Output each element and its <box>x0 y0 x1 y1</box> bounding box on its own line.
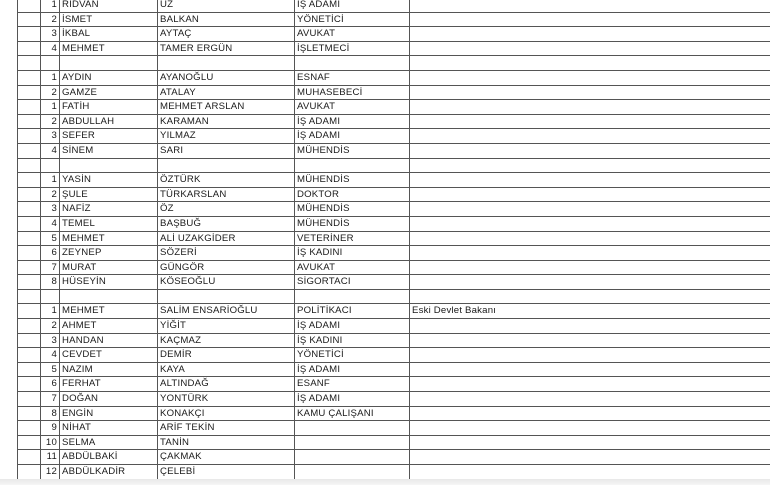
first-name-cell[interactable]: ZEYNEP <box>60 246 158 261</box>
last-name-cell[interactable]: ÇELEBİ <box>158 465 295 480</box>
bottom-edge <box>0 479 770 485</box>
row-number-cell[interactable]: 4 <box>41 41 60 56</box>
occupation-cell[interactable] <box>295 421 410 436</box>
row-number-cell[interactable]: 4 <box>41 143 60 158</box>
occupation-cell[interactable] <box>295 289 410 304</box>
note-cell[interactable] <box>410 435 770 450</box>
table-row <box>18 85 770 100</box>
last-name-cell[interactable]: SÖZERİ <box>158 246 295 261</box>
first-name-cell[interactable]: AYDIN <box>60 70 158 85</box>
first-name-cell[interactable]: FERHAT <box>60 377 158 392</box>
occupation-cell[interactable]: İŞLETMECİ <box>295 41 410 56</box>
note-cell[interactable] <box>410 202 770 217</box>
margin-cell <box>18 377 41 392</box>
table-row <box>18 173 770 188</box>
margin-cell <box>18 41 41 56</box>
last-name-cell[interactable]: ATALAY <box>158 85 295 100</box>
occupation-cell[interactable]: AVUKAT <box>295 27 410 42</box>
occupation-cell[interactable]: MÜHENDİS <box>295 202 410 217</box>
margin-cell <box>18 187 41 202</box>
row-number-cell[interactable]: 5 <box>41 231 60 246</box>
last-name-cell[interactable]: ÖZ <box>158 202 295 217</box>
first-name-cell[interactable]: SELMA <box>60 435 158 450</box>
note-cell[interactable] <box>410 406 770 421</box>
occupation-cell[interactable]: VETERİNER <box>295 231 410 246</box>
margin-cell <box>18 406 41 421</box>
row-number-cell[interactable]: 2 <box>41 85 60 100</box>
note-cell[interactable] <box>410 450 770 465</box>
note-cell[interactable] <box>410 158 770 173</box>
margin-cell <box>18 129 41 144</box>
row-number-cell[interactable] <box>41 158 60 173</box>
margin-cell <box>18 202 41 217</box>
margin-cell <box>18 435 41 450</box>
row-number-cell[interactable]: 7 <box>41 392 60 407</box>
last-name-cell[interactable]: KAÇMAZ <box>158 333 295 348</box>
note-cell[interactable] <box>410 187 770 202</box>
last-name-cell[interactable]: KARAMAN <box>158 114 295 129</box>
margin-cell <box>18 216 41 231</box>
margin-cell <box>18 56 41 71</box>
margin-cell <box>18 362 41 377</box>
table-row <box>18 246 770 261</box>
occupation-cell[interactable] <box>295 435 410 450</box>
margin-cell <box>18 421 41 436</box>
first-name-cell[interactable] <box>60 158 158 173</box>
note-cell[interactable] <box>410 41 770 56</box>
note-cell[interactable] <box>410 216 770 231</box>
last-name-cell[interactable] <box>158 158 295 173</box>
table-row <box>18 289 770 304</box>
margin-cell <box>18 450 41 465</box>
note-cell[interactable] <box>410 465 770 480</box>
table-row <box>18 362 770 377</box>
table-row <box>18 465 770 480</box>
table-row <box>18 450 770 465</box>
first-name-cell[interactable]: DOĞAN <box>60 392 158 407</box>
note-cell[interactable] <box>410 27 770 42</box>
row-number-cell[interactable]: 2 <box>41 12 60 27</box>
first-name-cell[interactable]: ŞULE <box>60 187 158 202</box>
margin-cell <box>18 12 41 27</box>
occupation-cell[interactable] <box>295 465 410 480</box>
occupation-cell[interactable]: İŞ KADINI <box>295 333 410 348</box>
note-cell[interactable] <box>410 70 770 85</box>
note-cell[interactable] <box>410 392 770 407</box>
table-row <box>18 41 770 56</box>
first-name-cell[interactable]: ENGİN <box>60 406 158 421</box>
occupation-cell[interactable]: İŞ ADAMI <box>295 392 410 407</box>
occupation-cell[interactable]: YÖNETİCİ <box>295 12 410 27</box>
last-name-cell[interactable]: TAMER ERGÜN <box>158 41 295 56</box>
table-row <box>18 231 770 246</box>
occupation-cell[interactable]: İŞ ADAMI <box>295 319 410 334</box>
row-number-cell[interactable]: 1 <box>41 304 60 319</box>
last-name-cell[interactable]: AYTAÇ <box>158 27 295 42</box>
first-name-cell[interactable]: MEHMET <box>60 41 158 56</box>
note-cell[interactable] <box>410 275 770 290</box>
table-row <box>18 27 770 42</box>
table-row <box>18 260 770 275</box>
table-row <box>18 348 770 363</box>
row-number-cell[interactable]: 1 <box>41 100 60 115</box>
margin-cell <box>18 173 41 188</box>
last-name-cell[interactable]: ALTINDAĞ <box>158 377 295 392</box>
occupation-cell[interactable]: MÜHENDİS <box>295 216 410 231</box>
first-name-cell[interactable]: SEFER <box>60 129 158 144</box>
table-row <box>18 421 770 436</box>
row-number-cell[interactable]: 9 <box>41 421 60 436</box>
row-number-cell[interactable]: 5 <box>41 362 60 377</box>
first-name-cell[interactable]: TEMEL <box>60 216 158 231</box>
last-name-cell[interactable]: YİĞİT <box>158 319 295 334</box>
occupation-cell[interactable]: SİGORTACI <box>295 275 410 290</box>
table-row <box>18 100 770 115</box>
row-number-cell[interactable]: 3 <box>41 129 60 144</box>
first-name-cell[interactable] <box>60 289 158 304</box>
margin-cell <box>18 27 41 42</box>
table-row <box>18 12 770 27</box>
last-name-cell[interactable]: DEMİR <box>158 348 295 363</box>
last-name-cell[interactable]: ALİ UZAKGİDER <box>158 231 295 246</box>
last-name-cell[interactable]: ÇAKMAK <box>158 450 295 465</box>
last-name-cell[interactable]: GÜNGÖR <box>158 260 295 275</box>
row-number-cell[interactable]: 7 <box>41 260 60 275</box>
row-number-cell[interactable]: 8 <box>41 406 60 421</box>
row-number-cell[interactable]: 1 <box>41 70 60 85</box>
table-row <box>18 319 770 334</box>
margin-cell <box>18 465 41 480</box>
occupation-cell[interactable] <box>295 450 410 465</box>
table-row <box>18 392 770 407</box>
margin-cell <box>18 333 41 348</box>
last-name-cell[interactable]: BAŞBUĞ <box>158 216 295 231</box>
row-number-cell[interactable]: 4 <box>41 216 60 231</box>
margin-cell <box>18 246 41 261</box>
first-name-cell[interactable]: MEHMET <box>60 231 158 246</box>
margin-cell <box>18 260 41 275</box>
last-name-cell[interactable]: SALİM ENSARİOĞLU <box>158 304 295 319</box>
last-name-cell[interactable]: ÖZTÜRK <box>158 173 295 188</box>
note-cell[interactable] <box>410 333 770 348</box>
table-row <box>18 202 770 217</box>
candidate-table <box>17 0 770 480</box>
last-name-cell[interactable]: YILMAZ <box>158 129 295 144</box>
table-row <box>18 0 770 12</box>
first-name-cell[interactable]: HANDAN <box>60 333 158 348</box>
last-name-cell[interactable]: KAYA <box>158 362 295 377</box>
row-number-cell[interactable]: 6 <box>41 246 60 261</box>
row-number-cell[interactable]: 4 <box>41 348 60 363</box>
table-row <box>18 377 770 392</box>
occupation-cell[interactable]: MÜHENDİS <box>295 143 410 158</box>
note-cell[interactable] <box>410 377 770 392</box>
last-name-cell[interactable]: KONAKÇI <box>158 406 295 421</box>
first-name-cell[interactable]: SİNEM <box>60 143 158 158</box>
margin-cell <box>18 100 41 115</box>
last-name-cell[interactable]: TÜRKARSLAN <box>158 187 295 202</box>
first-name-cell[interactable]: HÜSEYİN <box>60 275 158 290</box>
table-row <box>18 435 770 450</box>
row-number-cell[interactable]: 2 <box>41 319 60 334</box>
table-row <box>18 143 770 158</box>
table-row <box>18 304 770 319</box>
note-cell[interactable] <box>410 129 770 144</box>
note-cell[interactable] <box>410 85 770 100</box>
note-cell[interactable] <box>410 143 770 158</box>
first-name-cell[interactable]: CEVDET <box>60 348 158 363</box>
occupation-cell[interactable]: İŞ ADAMI <box>295 362 410 377</box>
margin-cell <box>18 70 41 85</box>
occupation-cell[interactable]: POLİTİKACI <box>295 304 410 319</box>
note-cell[interactable] <box>410 173 770 188</box>
note-cell[interactable] <box>410 100 770 115</box>
note-cell[interactable] <box>410 114 770 129</box>
row-number-cell[interactable]: 12 <box>41 465 60 480</box>
margin-cell <box>18 114 41 129</box>
occupation-cell[interactable]: İŞ ADAMI <box>295 129 410 144</box>
last-name-cell[interactable]: UZ <box>158 0 295 12</box>
last-name-cell[interactable] <box>158 289 295 304</box>
occupation-cell[interactable]: MUHASEBECİ <box>295 85 410 100</box>
margin-cell <box>18 319 41 334</box>
table-row <box>18 129 770 144</box>
note-cell[interactable] <box>410 12 770 27</box>
note-cell[interactable] <box>410 421 770 436</box>
row-number-cell[interactable]: 2 <box>41 187 60 202</box>
occupation-cell[interactable] <box>295 56 410 71</box>
last-name-cell[interactable]: AYANOĞLU <box>158 70 295 85</box>
table-row <box>18 70 770 85</box>
table-row <box>18 333 770 348</box>
margin-cell <box>18 275 41 290</box>
margin-cell <box>18 143 41 158</box>
occupation-cell[interactable]: AVUKAT <box>295 100 410 115</box>
first-name-cell[interactable]: ABDÜLKADİR <box>60 465 158 480</box>
last-name-cell[interactable] <box>158 56 295 71</box>
table-row <box>18 216 770 231</box>
first-name-cell[interactable]: AHMET <box>60 319 158 334</box>
note-cell[interactable] <box>410 362 770 377</box>
first-name-cell[interactable]: MEHMET <box>60 304 158 319</box>
last-name-cell[interactable]: MEHMET ARSLAN <box>158 100 295 115</box>
row-number-cell[interactable]: 11 <box>41 450 60 465</box>
occupation-cell[interactable]: KAMU ÇALIŞANI <box>295 406 410 421</box>
margin-cell <box>18 392 41 407</box>
row-number-cell[interactable] <box>41 56 60 71</box>
first-name-cell[interactable]: RIDVAN <box>60 0 158 12</box>
first-name-cell[interactable]: GAMZE <box>60 85 158 100</box>
row-number-cell[interactable]: 3 <box>41 27 60 42</box>
table-row <box>18 158 770 173</box>
first-name-cell[interactable]: ABDULLAH <box>60 114 158 129</box>
note-cell[interactable]: Eski Devlet Bakanı <box>410 304 770 319</box>
row-number-cell[interactable]: 10 <box>41 435 60 450</box>
table-body <box>18 0 770 479</box>
margin-cell <box>18 348 41 363</box>
row-number-cell[interactable] <box>41 289 60 304</box>
table-row <box>18 275 770 290</box>
first-name-cell[interactable]: FATİH <box>60 100 158 115</box>
occupation-cell[interactable]: İŞ KADINI <box>295 246 410 261</box>
note-cell[interactable] <box>410 289 770 304</box>
margin-cell <box>18 231 41 246</box>
last-name-cell[interactable]: SARI <box>158 143 295 158</box>
table-row <box>18 187 770 202</box>
occupation-cell[interactable]: AVUKAT <box>295 260 410 275</box>
occupation-cell[interactable]: İŞ ADAMI <box>295 0 410 12</box>
margin-cell <box>18 289 41 304</box>
last-name-cell[interactable]: ARİF TEKİN <box>158 421 295 436</box>
margin-cell <box>18 0 41 12</box>
last-name-cell[interactable]: YONTÜRK <box>158 392 295 407</box>
note-cell[interactable] <box>410 246 770 261</box>
last-name-cell[interactable]: BALKAN <box>158 12 295 27</box>
margin-cell <box>18 158 41 173</box>
note-cell[interactable] <box>410 348 770 363</box>
note-cell[interactable] <box>410 319 770 334</box>
table-row <box>18 56 770 71</box>
occupation-cell[interactable]: İŞ ADAMI <box>295 114 410 129</box>
note-cell[interactable] <box>410 0 770 12</box>
first-name-cell[interactable]: MURAT <box>60 260 158 275</box>
row-number-cell[interactable]: 2 <box>41 114 60 129</box>
row-number-cell[interactable]: 1 <box>41 173 60 188</box>
first-name-cell[interactable]: NAFİZ <box>60 202 158 217</box>
occupation-cell[interactable]: MÜHENDİS <box>295 173 410 188</box>
occupation-cell[interactable] <box>295 158 410 173</box>
occupation-cell[interactable]: ESANF <box>295 377 410 392</box>
first-name-cell[interactable]: NİHAT <box>60 421 158 436</box>
row-number-cell[interactable]: 1 <box>41 0 60 12</box>
occupation-cell[interactable]: YÖNETİCİ <box>295 348 410 363</box>
last-name-cell[interactable]: TANİN <box>158 435 295 450</box>
row-number-cell[interactable]: 3 <box>41 333 60 348</box>
row-number-cell[interactable]: 3 <box>41 202 60 217</box>
first-name-cell[interactable] <box>60 56 158 71</box>
first-name-cell[interactable]: İKBAL <box>60 27 158 42</box>
occupation-cell[interactable]: DOKTOR <box>295 187 410 202</box>
first-name-cell[interactable]: İSMET <box>60 12 158 27</box>
last-name-cell[interactable]: KÖSEOĞLU <box>158 275 295 290</box>
row-number-cell[interactable]: 6 <box>41 377 60 392</box>
table-row <box>18 114 770 129</box>
first-name-cell[interactable]: YASİN <box>60 173 158 188</box>
note-cell[interactable] <box>410 231 770 246</box>
first-name-cell[interactable]: ABDÜLBAKİ <box>60 450 158 465</box>
table-row <box>18 406 770 421</box>
first-name-cell[interactable]: NAZIM <box>60 362 158 377</box>
occupation-cell[interactable]: ESNAF <box>295 70 410 85</box>
note-cell[interactable] <box>410 260 770 275</box>
margin-cell <box>18 85 41 100</box>
margin-cell <box>18 304 41 319</box>
note-cell[interactable] <box>410 56 770 71</box>
row-number-cell[interactable]: 8 <box>41 275 60 290</box>
